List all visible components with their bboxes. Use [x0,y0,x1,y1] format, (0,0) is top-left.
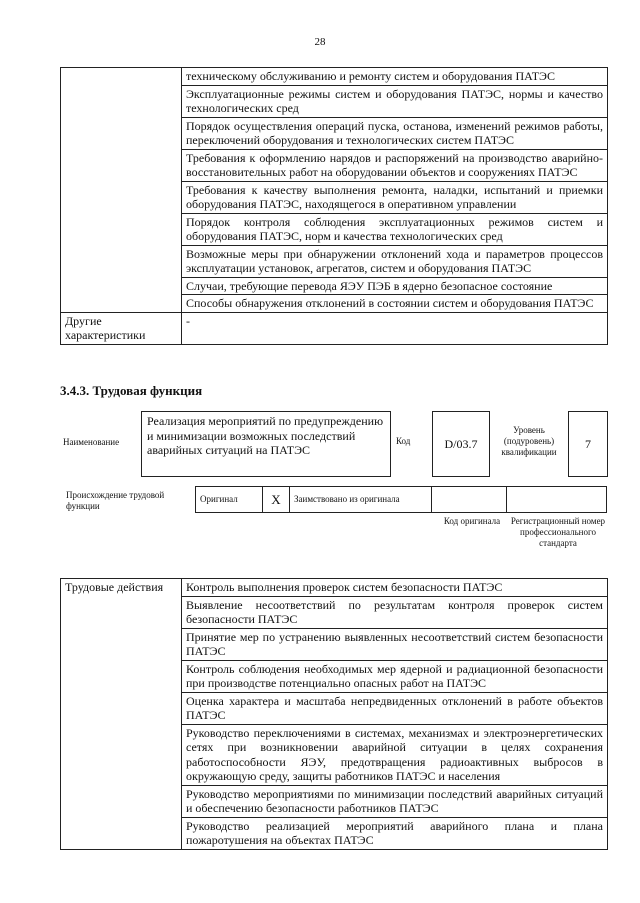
original-mark: X [262,486,290,513]
original-cell: Оригинал [195,486,263,513]
row-text: Порядок осуществления операций пуска, останова, изменений режимов работы, переключений оборудования и технологических систем ПАТЭС [182,117,608,149]
action-text: Выявление несоответствий по результатам контроля проверок систем безопасности ПАТЭС [182,596,608,628]
row-label: Другие характеристики [61,312,182,344]
action-text: Контроль выполнения проверок систем безопасности ПАТЭС [182,579,608,597]
row-text: Случаи, требующие перевода ЯЭУ ПЭБ в ядерно безопасное состояние [182,277,608,295]
origin-code-cell [431,486,507,513]
reg-number-cell [506,486,607,513]
action-text: Руководство мероприятиями по минимизации последствий аварийных ситуаций и обеспечению безопасности работников ПАТЭС [182,785,608,817]
action-text: Контроль соблюдения необходимых мер ядерной и радиационной безопасности при производстве потенциально опасных работ на ПАТЭС [182,660,608,692]
row-text: - [182,312,608,344]
code-label: Код [396,436,411,446]
row-text: Порядок контроля соблюдения эксплуатационных режимов систем и оборудования ПАТЭС, норм и качества технологических сред [182,213,608,245]
section-heading: 3.4.3. Трудовая функция [60,383,203,398]
knowledge-table [60,67,608,345]
table-row [61,312,608,344]
origin-row [196,486,607,513]
table-row [61,579,608,597]
row-text: техническому обслуживанию и ремонту систем и оборудования ПАТЭС [182,68,608,86]
action-text: Руководство реализацией мероприятий аварийного плана и плана пожаротушения на объектах ПАТЭС [182,817,608,849]
origin-label: Происхождение трудовой функции [66,490,165,511]
row-text: Возможные меры при обнаружении отклонений хода и параметров процессов эксплуатации установок, агрегатов, систем и оборудования ПАТЭС [182,245,608,277]
level-label: Уровень (подуровень) квалификации [501,425,557,457]
row-text: Требования к качеству выполнения ремонта, наладки, испытаний и приемки оборудования ПАТЭС, находящегося в оперативном управлении [182,181,608,213]
reg-number-caption: Регистрационный номер профессионального стандарта [510,516,606,548]
action-text: Оценка характера и масштаба непредвиденных отклонений в работе объектов ПАТЭС [182,692,608,724]
level-box: 7 [568,411,608,477]
actions-table [60,578,608,850]
origin-code-caption: Код оригинала [443,516,501,526]
action-text: Принятие мер по устранению выявленных несоответствий систем безопасности ПАТЭС [182,628,608,660]
actions-label: Трудовые действия [61,579,182,850]
table-row [61,68,608,86]
code-box: D/03.7 [432,411,490,477]
action-text: Руководство переключениями в системах, механизмах и электроэнергетических сетях при возникновении аварийной ситуации в целях сохранения работоспособности ЯЭУ, предотвращения радиоактивных выбросов в окружающую среду, защиты работников ПАТЭС и населения [182,724,608,785]
borrowed-cell: Заимствовано из оригинала [289,486,432,513]
row-text: Эксплуатационные режимы систем и оборудования ПАТЭС, нормы и качество технологических сред [182,85,608,117]
row-label-empty [61,68,182,313]
name-label: Наименование [63,437,120,447]
row-text: Способы обнаружения отклонений в состоянии систем и оборудования ПАТЭС [182,295,608,313]
row-text: Требования к оформлению нарядов и распоряжений на производство аварийно-восстановительных работ на оборудовании объектов и сооружениях ПАТЭС [182,149,608,181]
page-number: 28 [314,36,326,48]
function-name-box: Реализация мероприятий по предупреждению и минимизации возможных последствий аварийных ситуаций на ПАТЭС [141,411,391,477]
